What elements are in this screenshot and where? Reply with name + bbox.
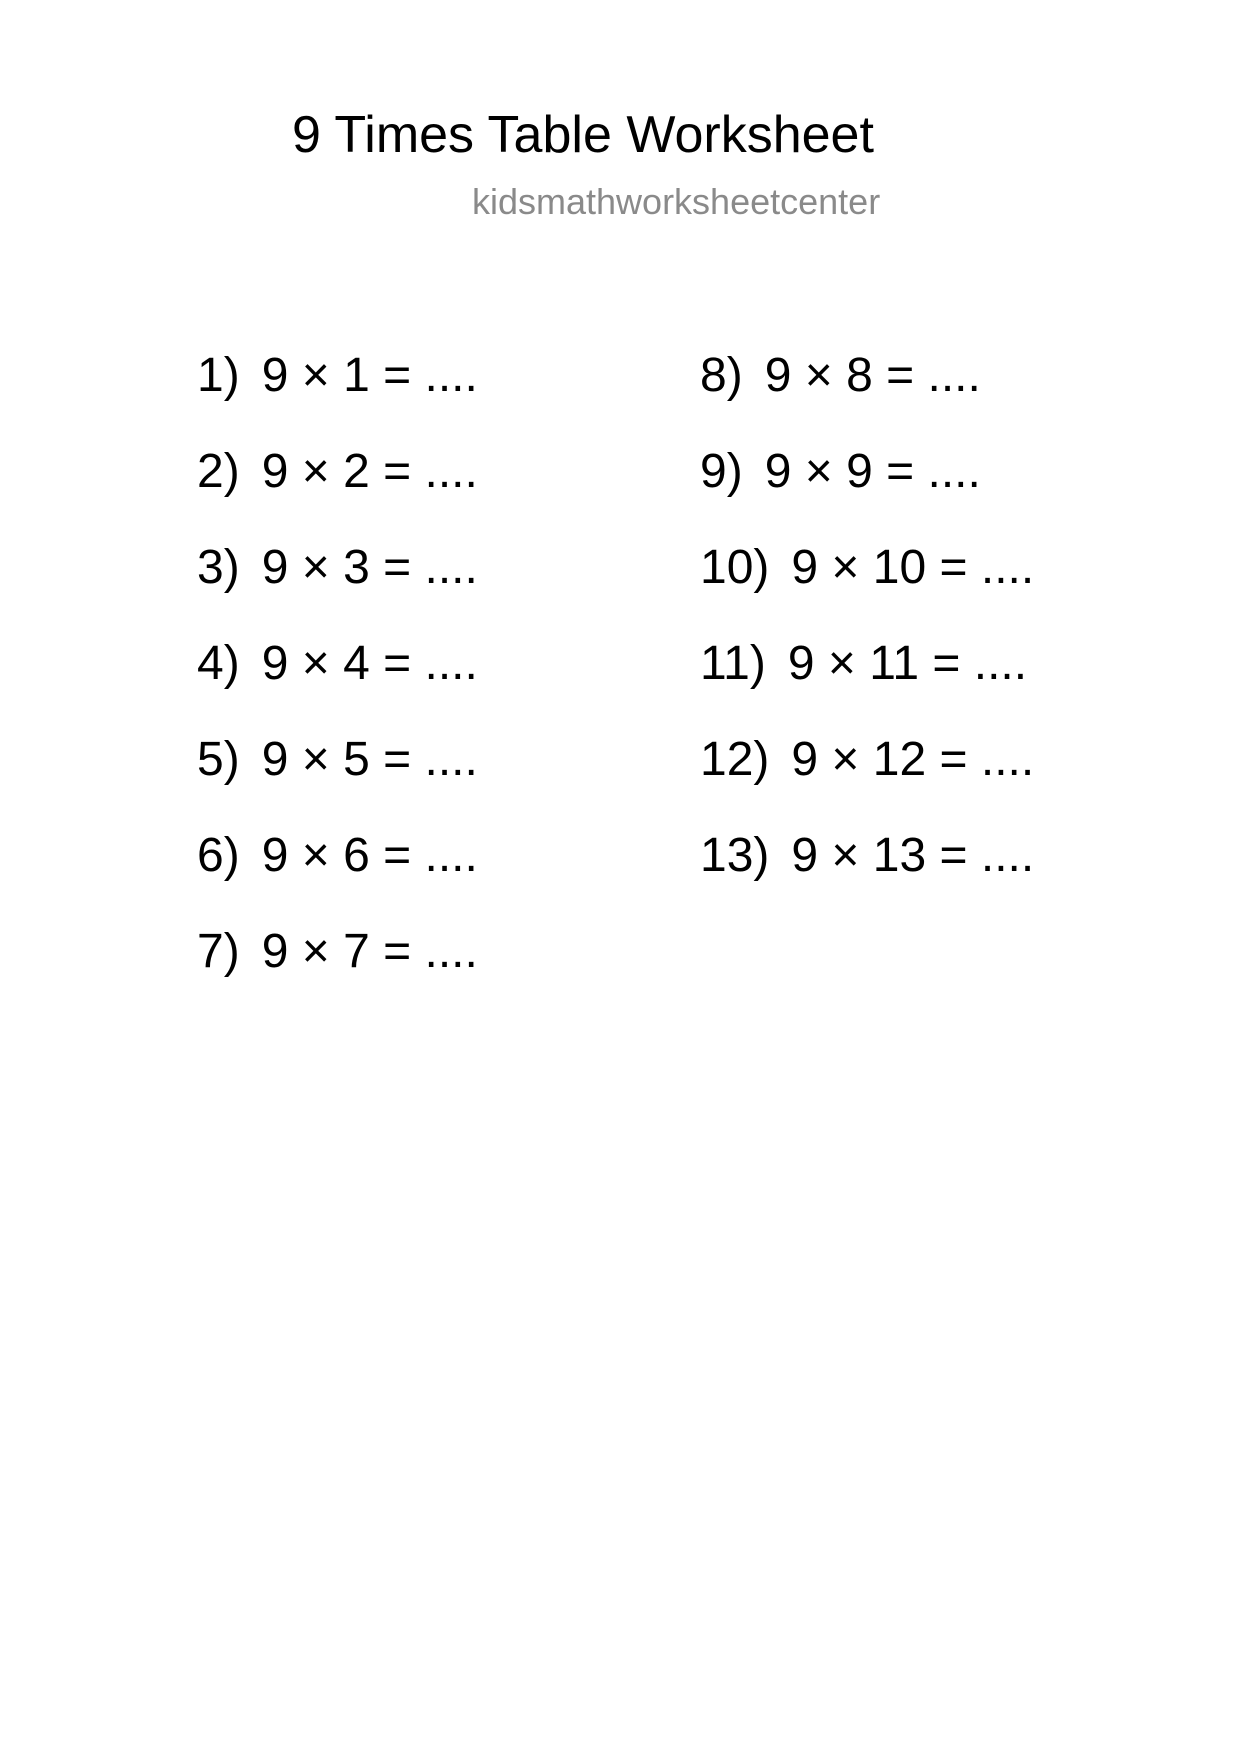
problem-row — [197, 616, 478, 712]
problem-row — [700, 520, 1034, 616]
brand-subtitle: kidsmathworksheetcenter — [472, 181, 881, 222]
problem-number: 7) — [197, 925, 240, 978]
problem-number: 6) — [197, 829, 240, 882]
problem-row — [700, 616, 1034, 712]
problem-equation: 9 × 3 = .... — [261, 541, 478, 594]
problem-number: 3) — [197, 541, 240, 594]
problem-row — [197, 328, 478, 424]
problem-equation: 9 × 10 = .... — [791, 541, 1035, 594]
problem-row — [197, 808, 478, 904]
problem-number: 9) — [700, 445, 743, 498]
problem-number: 5) — [197, 733, 240, 786]
problems-column-left — [197, 328, 478, 1000]
problem-number: 4) — [197, 637, 240, 690]
problem-row — [700, 328, 1034, 424]
problem-equation: 9 × 12 = .... — [791, 733, 1035, 786]
problem-equation: 9 × 2 = .... — [261, 445, 478, 498]
problem-number: 13) — [700, 829, 770, 882]
problem-equation: 9 × 7 = .... — [261, 925, 478, 978]
problem-number: 2) — [197, 445, 240, 498]
problem-number: 11) — [700, 637, 766, 690]
problem-number: 10) — [700, 541, 770, 594]
problem-equation: 9 × 11 = .... — [787, 637, 1028, 690]
problem-equation: 9 × 13 = .... — [791, 829, 1035, 882]
problem-row — [197, 904, 478, 1000]
problem-equation: 9 × 1 = .... — [261, 349, 478, 402]
problem-row — [700, 808, 1034, 904]
problem-number: 12) — [700, 733, 770, 786]
problem-row — [197, 424, 478, 520]
problem-equation: 9 × 8 = .... — [764, 349, 981, 402]
problem-equation: 9 × 5 = .... — [261, 733, 478, 786]
problem-equation: 9 × 9 = .... — [764, 445, 981, 498]
problem-number: 1) — [197, 349, 240, 402]
problem-row — [700, 424, 1034, 520]
problem-number: 8) — [700, 349, 743, 402]
problem-row — [197, 712, 478, 808]
problem-equation: 9 × 4 = .... — [261, 637, 478, 690]
page-title: 9 Times Table Worksheet — [292, 106, 874, 164]
problem-row — [197, 520, 478, 616]
problems-column-right — [700, 328, 1034, 904]
problem-equation: 9 × 6 = .... — [261, 829, 478, 882]
problem-row — [700, 712, 1034, 808]
